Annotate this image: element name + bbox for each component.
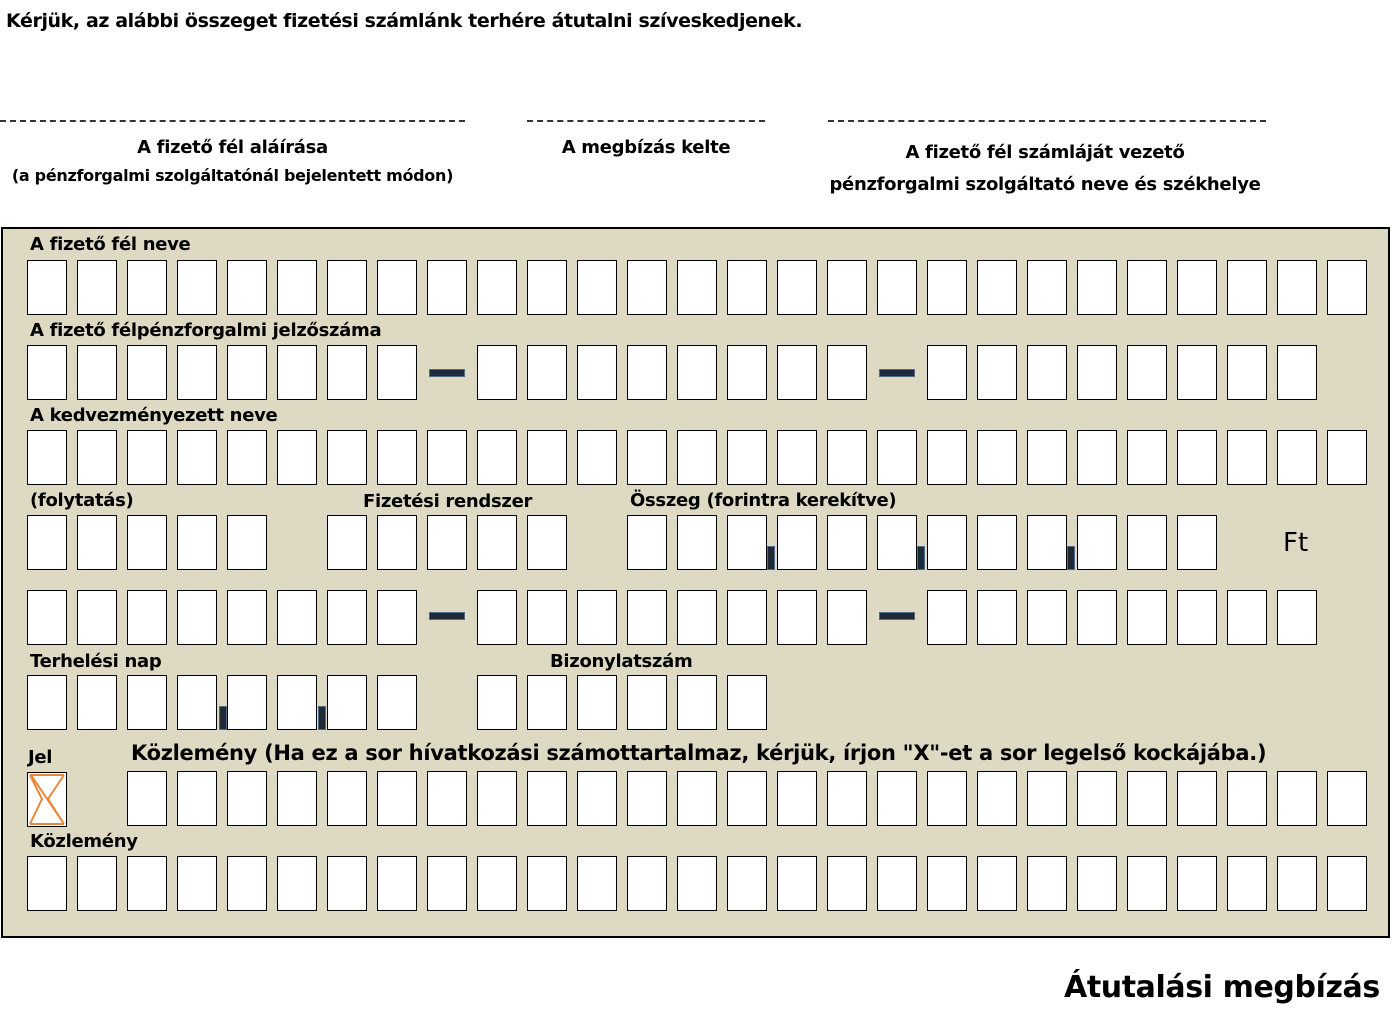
payer-name-cell[interactable]	[627, 260, 667, 315]
remark-cell[interactable]	[677, 856, 717, 911]
date-line	[527, 120, 765, 122]
signature-line	[0, 120, 465, 122]
beneficiary-account-cell[interactable]	[77, 590, 117, 645]
remark-cell[interactable]	[877, 856, 917, 911]
continuation-label: (folytatás)	[30, 490, 134, 511]
remark-cell[interactable]	[1277, 856, 1317, 911]
payer-name-cell[interactable]	[727, 260, 767, 315]
remark-cell[interactable]	[1227, 856, 1267, 911]
amount-cell[interactable]	[877, 515, 917, 570]
remark-cell[interactable]	[227, 771, 267, 826]
beneficiary-name-cell[interactable]	[1077, 430, 1117, 485]
beneficiary-name-cell[interactable]	[1227, 430, 1267, 485]
beneficiary-account-cell[interactable]	[27, 590, 67, 645]
intro-text: Kérjük, az alábbi összeget fizetési számlánk terhére átutalni szíveskedjenek.	[6, 10, 803, 32]
payer-name-cell[interactable]	[127, 260, 167, 315]
payer-signature-note: (a pénzforgalmi szolgáltatónál bejelentett módon)	[11, 166, 454, 185]
mark-label: Jel	[28, 747, 53, 768]
beneficiary-name-cell[interactable]	[127, 430, 167, 485]
payer-name-cell[interactable]	[27, 260, 67, 315]
remark-cell[interactable]	[577, 856, 617, 911]
remark-cell[interactable]	[1227, 771, 1267, 826]
payer-name-cell[interactable]	[1227, 260, 1267, 315]
payer-name-cell[interactable]	[1127, 260, 1167, 315]
debit-date-label: Terhelési nap	[30, 651, 162, 672]
remark-cell[interactable]	[1127, 856, 1167, 911]
payment-system-cell[interactable]	[527, 515, 567, 570]
remark-header: Közlemény (Ha ez a sor hívatkozási számottartalmaz, kérjük, írjon "X"-et a sor legelső kockájába.)	[131, 741, 1267, 765]
payer-signature-caption	[0, 137, 465, 185]
reference-mark-box[interactable]	[27, 772, 67, 827]
beneficiary-account-cell[interactable]	[177, 590, 217, 645]
payment-system-cell[interactable]	[477, 515, 517, 570]
remark-cell[interactable]	[227, 856, 267, 911]
beneficiary-name-cell[interactable]	[77, 430, 117, 485]
payer-account-label: A fizető félpénzforgalmi jelzőszáma	[30, 320, 382, 341]
remark-cell[interactable]	[177, 771, 217, 826]
remark-cell[interactable]	[327, 771, 367, 826]
beneficiary-account-cell[interactable]	[327, 590, 367, 645]
remark-cell[interactable]	[77, 856, 117, 911]
payment-system-cell[interactable]	[377, 515, 417, 570]
amount-cell[interactable]	[1077, 515, 1117, 570]
payer-name-cell[interactable]	[77, 260, 117, 315]
remark-cell[interactable]	[527, 856, 567, 911]
document-number-cell[interactable]	[677, 675, 717, 730]
hyphen-separator	[879, 612, 915, 620]
bank-caption-line2: pénzforgalmi szolgáltató neve és székhelye	[829, 174, 1261, 195]
beneficiary-name-cell[interactable]	[277, 430, 317, 485]
remark-cell[interactable]	[1077, 771, 1117, 826]
remark-cell[interactable]	[477, 856, 517, 911]
payer-name-label: A fizető fél neve	[30, 234, 191, 255]
document-number-cell[interactable]	[527, 675, 567, 730]
bank-caption-line1: A fizető fél számláját vezető	[905, 142, 1185, 163]
document-number-cell[interactable]	[727, 675, 767, 730]
payer-signature-label: A fizető fél aláírása	[137, 137, 328, 158]
beneficiary-account-cell[interactable]	[227, 590, 267, 645]
amount-cell[interactable]	[927, 515, 967, 570]
beneficiary-account-cell[interactable]	[1027, 590, 1067, 645]
beneficiary-account-cell[interactable]	[477, 590, 517, 645]
document-number-cell[interactable]	[627, 675, 667, 730]
remark-label: Közlemény	[30, 831, 138, 852]
debit-date-cell[interactable]	[377, 675, 417, 730]
payer-name-cell[interactable]	[327, 260, 367, 315]
remark-cell[interactable]	[377, 771, 417, 826]
remark-cell[interactable]	[27, 856, 67, 911]
remark-cell[interactable]	[677, 771, 717, 826]
hyphen-separator	[429, 612, 465, 620]
remark-cell[interactable]	[1177, 771, 1217, 826]
debit-date-cell[interactable]	[177, 675, 217, 730]
beneficiary-account-cell[interactable]	[1177, 590, 1217, 645]
debit-date-cell[interactable]	[227, 675, 267, 730]
payer-name-cell[interactable]	[977, 260, 1017, 315]
beneficiary-account-cell[interactable]	[127, 590, 167, 645]
payer-account-cell[interactable]	[977, 345, 1017, 400]
transfer-form	[1, 227, 1390, 938]
beneficiary-account-cell[interactable]	[1077, 590, 1117, 645]
remark-cell[interactable]	[1327, 771, 1367, 826]
beneficiary-account-cell[interactable]	[827, 590, 867, 645]
beneficiary-name-cell[interactable]	[427, 430, 467, 485]
beneficiary-account-cell[interactable]	[627, 590, 667, 645]
debit-date-cell[interactable]	[277, 675, 317, 730]
payer-name-cell[interactable]	[1177, 260, 1217, 315]
remark-cell[interactable]	[1177, 856, 1217, 911]
amount-cell[interactable]	[977, 515, 1017, 570]
bank-line	[828, 120, 1266, 122]
amount-cell[interactable]	[627, 515, 667, 570]
remark-cell[interactable]	[827, 771, 867, 826]
beneficiary-name-cell[interactable]	[327, 430, 367, 485]
beneficiary-account-cell[interactable]	[1277, 590, 1317, 645]
remark-cell[interactable]	[977, 856, 1017, 911]
beneficiary-name-cell[interactable]	[527, 430, 567, 485]
remark-cell[interactable]	[977, 771, 1017, 826]
remark-cell[interactable]	[927, 856, 967, 911]
remark-cell[interactable]	[777, 856, 817, 911]
remark-cell[interactable]	[1127, 771, 1167, 826]
payer-account-cell[interactable]	[477, 345, 517, 400]
remark-cell[interactable]	[1277, 771, 1317, 826]
payer-account-cell[interactable]	[277, 345, 317, 400]
remark-cell[interactable]	[1077, 856, 1117, 911]
continuation-cell[interactable]	[227, 515, 267, 570]
remark-cell[interactable]	[377, 856, 417, 911]
hyphen-separator	[879, 369, 915, 377]
beneficiary-name-cell[interactable]	[1027, 430, 1067, 485]
remark-cell[interactable]	[427, 856, 467, 911]
payer-account-cell[interactable]	[77, 345, 117, 400]
beneficiary-account-cell[interactable]	[927, 590, 967, 645]
beneficiary-account-cell[interactable]	[277, 590, 317, 645]
remark-cell[interactable]	[927, 771, 967, 826]
beneficiary-name-cell[interactable]	[1277, 430, 1317, 485]
payer-name-cell[interactable]	[1027, 260, 1067, 315]
beneficiary-name-cell[interactable]	[877, 430, 917, 485]
continuation-cell[interactable]	[27, 515, 67, 570]
payer-account-cell[interactable]	[727, 345, 767, 400]
payer-name-cell[interactable]	[1277, 260, 1317, 315]
beneficiary-name-cell[interactable]	[827, 430, 867, 485]
beneficiary-name-cell[interactable]	[977, 430, 1017, 485]
beneficiary-account-cell[interactable]	[527, 590, 567, 645]
beneficiary-name-cell[interactable]	[1327, 430, 1367, 485]
group-separator	[318, 706, 326, 730]
beneficiary-name-cell[interactable]	[727, 430, 767, 485]
remark-cell[interactable]	[277, 771, 317, 826]
beneficiary-name-cell[interactable]	[477, 430, 517, 485]
beneficiary-name-label: A kedvezményezett neve	[30, 405, 278, 426]
beneficiary-name-cell[interactable]	[627, 430, 667, 485]
amount-cell[interactable]	[1177, 515, 1217, 570]
beneficiary-account-cell[interactable]	[1227, 590, 1267, 645]
beneficiary-name-cell[interactable]	[1177, 430, 1217, 485]
payer-name-cell[interactable]	[1077, 260, 1117, 315]
payer-account-cell[interactable]	[1277, 345, 1317, 400]
beneficiary-name-cell[interactable]	[27, 430, 67, 485]
amount-cell[interactable]	[727, 515, 767, 570]
payment-system-cell[interactable]	[327, 515, 367, 570]
beneficiary-account-cell[interactable]	[977, 590, 1017, 645]
remark-cell[interactable]	[877, 771, 917, 826]
payer-name-cell[interactable]	[927, 260, 967, 315]
beneficiary-name-cell[interactable]	[1127, 430, 1167, 485]
group-separator	[917, 546, 925, 570]
remark-cell[interactable]	[127, 771, 167, 826]
payer-account-cell[interactable]	[1227, 345, 1267, 400]
remark-cell[interactable]	[527, 771, 567, 826]
payer-name-cell[interactable]	[577, 260, 617, 315]
payer-account-cell[interactable]	[1127, 345, 1167, 400]
beneficiary-account-cell[interactable]	[1127, 590, 1167, 645]
hyphen-separator	[429, 369, 465, 377]
payer-name-cell[interactable]	[227, 260, 267, 315]
payer-name-cell[interactable]	[1327, 260, 1367, 315]
continuation-cell[interactable]	[127, 515, 167, 570]
payer-account-cell[interactable]	[777, 345, 817, 400]
remark-cell[interactable]	[177, 856, 217, 911]
bank-caption	[810, 137, 1280, 201]
payer-account-cell[interactable]	[677, 345, 717, 400]
debit-date-cell[interactable]	[327, 675, 367, 730]
payer-account-cell[interactable]	[377, 345, 417, 400]
beneficiary-name-cell[interactable]	[777, 430, 817, 485]
remark-cell[interactable]	[127, 856, 167, 911]
beneficiary-account-cell[interactable]	[727, 590, 767, 645]
continuation-cell[interactable]	[77, 515, 117, 570]
remark-cell[interactable]	[277, 856, 317, 911]
beneficiary-account-cell[interactable]	[377, 590, 417, 645]
payer-account-cell[interactable]	[27, 345, 67, 400]
amount-cell[interactable]	[677, 515, 717, 570]
document-number-cell[interactable]	[477, 675, 517, 730]
beneficiary-name-cell[interactable]	[677, 430, 717, 485]
payer-name-cell[interactable]	[177, 260, 217, 315]
remark-cell[interactable]	[427, 771, 467, 826]
payer-name-cell[interactable]	[377, 260, 417, 315]
payer-name-cell[interactable]	[827, 260, 867, 315]
amount-cell[interactable]	[1027, 515, 1067, 570]
debit-date-cell[interactable]	[27, 675, 67, 730]
payer-account-cell[interactable]	[177, 345, 217, 400]
payer-account-cell[interactable]	[927, 345, 967, 400]
payer-name-cell[interactable]	[427, 260, 467, 315]
payer-account-cell[interactable]	[627, 345, 667, 400]
document-number-label: Bizonylatszám	[550, 651, 693, 672]
payer-account-cell[interactable]	[127, 345, 167, 400]
debit-date-cell[interactable]	[77, 675, 117, 730]
remark-cell[interactable]	[777, 771, 817, 826]
remark-cell[interactable]	[727, 771, 767, 826]
payer-name-cell[interactable]	[277, 260, 317, 315]
remark-cell[interactable]	[1027, 771, 1067, 826]
remark-cell[interactable]	[627, 856, 667, 911]
remark-cell[interactable]	[1327, 856, 1367, 911]
amount-cell[interactable]	[1127, 515, 1167, 570]
payer-account-cell[interactable]	[1077, 345, 1117, 400]
payer-account-cell[interactable]	[327, 345, 367, 400]
remark-cell[interactable]	[327, 856, 367, 911]
payment-system-label: Fizetési rendszer	[363, 491, 533, 512]
form-title: Átutalási megbízás	[1064, 970, 1380, 1005]
beneficiary-name-cell[interactable]	[377, 430, 417, 485]
remark-cell[interactable]	[577, 771, 617, 826]
amount-cell[interactable]	[827, 515, 867, 570]
group-separator	[219, 706, 227, 730]
group-separator	[767, 546, 775, 570]
beneficiary-account-cell[interactable]	[677, 590, 717, 645]
remark-cell[interactable]	[827, 856, 867, 911]
document-number-cell[interactable]	[577, 675, 617, 730]
remark-cell[interactable]	[727, 856, 767, 911]
beneficiary-name-cell[interactable]	[227, 430, 267, 485]
payer-name-cell[interactable]	[527, 260, 567, 315]
payer-name-cell[interactable]	[477, 260, 517, 315]
payment-system-cell[interactable]	[427, 515, 467, 570]
payer-name-cell[interactable]	[677, 260, 717, 315]
x-mark-icon	[28, 773, 66, 826]
currency-label: Ft	[1283, 528, 1309, 558]
payer-account-cell[interactable]	[527, 345, 567, 400]
group-separator	[1067, 546, 1075, 570]
payer-account-cell[interactable]	[1177, 345, 1217, 400]
beneficiary-name-cell[interactable]	[927, 430, 967, 485]
payer-account-cell[interactable]	[227, 345, 267, 400]
beneficiary-name-cell[interactable]	[577, 430, 617, 485]
continuation-cell[interactable]	[177, 515, 217, 570]
debit-date-cell[interactable]	[127, 675, 167, 730]
amount-label: Összeg (forintra kerekítve)	[630, 490, 897, 511]
beneficiary-name-cell[interactable]	[177, 430, 217, 485]
amount-cell[interactable]	[777, 515, 817, 570]
order-date-caption: A megbízás kelte	[561, 137, 731, 158]
remark-cell[interactable]	[477, 771, 517, 826]
payer-account-cell[interactable]	[1027, 345, 1067, 400]
beneficiary-account-cell[interactable]	[577, 590, 617, 645]
remark-cell[interactable]	[1027, 856, 1067, 911]
payer-name-cell[interactable]	[877, 260, 917, 315]
beneficiary-account-cell[interactable]	[777, 590, 817, 645]
remark-cell[interactable]	[627, 771, 667, 826]
payer-name-cell[interactable]	[777, 260, 817, 315]
payer-account-cell[interactable]	[827, 345, 867, 400]
payer-account-cell[interactable]	[577, 345, 617, 400]
